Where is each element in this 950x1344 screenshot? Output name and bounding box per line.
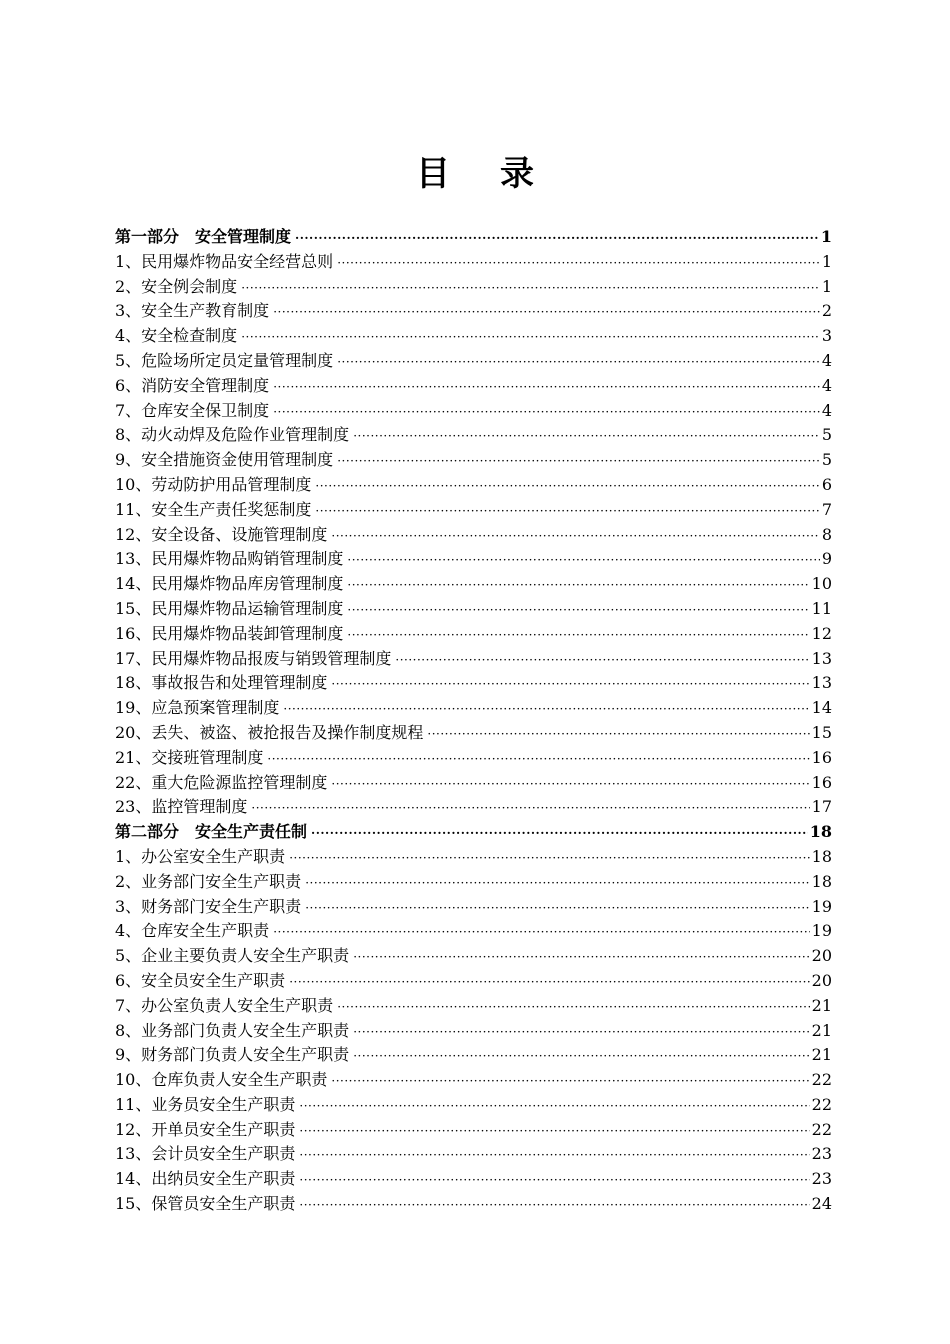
toc-entry[interactable] [115, 1167, 832, 1192]
toc-entry-label: 9、财务部门负责人安全生产职责 [115, 1045, 350, 1065]
toc-dot-leader [289, 970, 809, 995]
toc-entry[interactable] [115, 870, 832, 895]
toc-dot-leader [273, 920, 809, 945]
toc-entry-label: 22、重大危险源监控管理制度 [115, 772, 328, 792]
toc-page-number: 21 [811, 1045, 832, 1065]
toc-page-number: 21 [811, 1020, 832, 1040]
toc-dot-leader [267, 747, 809, 772]
toc-dot-leader [395, 648, 809, 673]
toc-entry-label: 2、安全例会制度 [115, 276, 238, 296]
toc-dot-leader [347, 573, 809, 598]
toc-dot-leader [353, 1044, 809, 1069]
toc-page-number: 9 [821, 549, 832, 569]
toc-dot-leader [315, 499, 819, 524]
page-title [0, 152, 950, 196]
toc-entry-label: 6、消防安全管理制度 [115, 375, 270, 395]
toc-entry[interactable] [115, 498, 832, 523]
toc-entry-label: 3、财务部门安全生产职责 [115, 896, 302, 916]
toc-entry-label: 8、业务部门负责人安全生产职责 [115, 1020, 350, 1040]
toc-entry[interactable] [115, 1093, 832, 1118]
toc-dot-leader [251, 796, 809, 821]
toc-entry[interactable] [115, 423, 832, 448]
toc-entry[interactable] [115, 622, 832, 647]
toc-entry[interactable] [115, 771, 832, 796]
toc-entry-label: 17、民用爆炸物品报废与销毁管理制度 [115, 648, 392, 668]
toc-entry[interactable] [115, 572, 832, 597]
toc-page-number: 17 [811, 797, 832, 817]
toc-entry[interactable] [115, 275, 832, 300]
toc-page-number: 18 [811, 846, 832, 866]
toc-entry-label: 11、业务员安全生产职责 [115, 1094, 296, 1114]
toc-dot-leader [353, 424, 820, 449]
toc-entry-label: 11、安全生产责任奖惩制度 [115, 499, 312, 519]
toc-entry-label: 1、办公室安全生产职责 [115, 846, 286, 866]
toc-entry[interactable] [115, 349, 832, 374]
toc-dot-leader [299, 1119, 809, 1144]
toc-page-number: 16 [811, 747, 832, 767]
title-char-2: 录 [500, 154, 534, 194]
toc-entry[interactable] [115, 1068, 832, 1093]
toc-page-number: 5 [821, 425, 832, 445]
toc-page-number: 4 [821, 400, 832, 420]
toc-entry[interactable] [115, 721, 832, 746]
toc-dot-leader [347, 623, 809, 648]
toc-dot-leader [273, 300, 820, 325]
toc-entry-label: 7、办公室负责人安全生产职责 [115, 995, 334, 1015]
toc-page-number: 22 [811, 1094, 832, 1114]
toc-dot-leader [299, 1094, 809, 1119]
toc-page-number: 4 [821, 350, 832, 370]
toc-page-number: 11 [811, 598, 832, 618]
toc-dot-leader [273, 400, 820, 425]
toc-section-heading[interactable] [115, 225, 832, 250]
toc-entry[interactable] [115, 523, 832, 548]
toc-entry-label: 8、动火动焊及危险作业管理制度 [115, 425, 350, 445]
toc-entry-label: 15、民用爆炸物品运输管理制度 [115, 598, 344, 618]
toc-page-number: 1 [821, 251, 832, 271]
toc-entry-label: 10、仓库负责人安全生产职责 [115, 1070, 328, 1090]
toc-entry[interactable] [115, 448, 832, 473]
toc-dot-leader [241, 276, 820, 301]
toc-entry-label: 1、民用爆炸物品安全经营总则 [115, 251, 334, 271]
toc-page-number: 22 [811, 1070, 832, 1090]
toc-dot-leader [295, 226, 819, 251]
toc-page-number: 7 [821, 499, 832, 519]
toc-page-number: 3 [821, 326, 832, 346]
toc-dot-leader [331, 672, 809, 697]
toc-entry-label: 15、保管员安全生产职责 [115, 1194, 296, 1214]
toc-page-number: 6 [821, 474, 832, 494]
toc-page-number: 10 [811, 574, 832, 594]
toc-entry-label: 18、事故报告和处理管理制度 [115, 673, 328, 693]
toc-entry[interactable] [115, 374, 832, 399]
toc-dot-leader [337, 449, 820, 474]
toc-entry-label: 12、开单员安全生产职责 [115, 1119, 296, 1139]
toc-page-number: 5 [821, 450, 832, 470]
toc-dot-leader [331, 1069, 809, 1094]
toc-page-number: 14 [811, 698, 832, 718]
toc-dot-leader [337, 995, 809, 1020]
toc-page-number: 1 [821, 276, 832, 296]
toc-entry[interactable] [115, 994, 832, 1019]
toc-page-number: 13 [811, 673, 832, 693]
toc-dot-leader [305, 896, 809, 921]
toc-entry-label: 6、安全员安全生产职责 [115, 970, 286, 990]
toc-page-number: 2 [821, 301, 832, 321]
toc-entry-label: 第二部分 安全生产责任制 [115, 822, 308, 842]
toc-page-number: 16 [811, 772, 832, 792]
toc-page-number: 20 [811, 946, 832, 966]
toc-entry[interactable] [115, 746, 832, 771]
toc-entry[interactable] [115, 473, 832, 498]
toc-entry-label: 21、交接班管理制度 [115, 747, 264, 767]
toc-dot-leader [289, 846, 809, 871]
toc-page-number: 12 [811, 623, 832, 643]
toc-entry[interactable] [115, 1019, 832, 1044]
toc-dot-leader [241, 325, 820, 350]
toc-dot-leader [337, 350, 820, 375]
toc-entry-label: 13、会计员安全生产职责 [115, 1144, 296, 1164]
toc-page-number: 18 [811, 871, 832, 891]
toc-page-number: 21 [811, 995, 832, 1015]
toc-entry-label: 19、应急预案管理制度 [115, 698, 280, 718]
toc-entry[interactable] [115, 299, 832, 324]
toc-entry[interactable] [115, 671, 832, 696]
toc-entry[interactable] [115, 1142, 832, 1167]
toc-dot-leader [305, 871, 809, 896]
toc-dot-leader [347, 548, 819, 573]
toc-entry[interactable] [115, 845, 832, 870]
toc-dot-leader [273, 375, 820, 400]
toc-dot-leader [299, 1193, 809, 1218]
toc-dot-leader [315, 474, 819, 499]
toc-page-number: 23 [811, 1144, 832, 1164]
toc-dot-leader [347, 598, 809, 623]
toc-entry-label: 23、监控管理制度 [115, 797, 248, 817]
table-of-contents [115, 225, 832, 1217]
toc-entry-label: 14、民用爆炸物品库房管理制度 [115, 574, 344, 594]
toc-entry[interactable] [115, 895, 832, 920]
toc-entry[interactable] [115, 795, 832, 820]
toc-entry[interactable] [115, 647, 832, 672]
toc-entry-label: 2、业务部门安全生产职责 [115, 871, 302, 891]
toc-section-heading[interactable] [115, 820, 832, 845]
toc-page-number: 23 [811, 1169, 832, 1189]
toc-page-number: 1 [820, 227, 832, 246]
toc-entry-label: 5、企业主要负责人安全生产职责 [115, 946, 350, 966]
toc-dot-leader [353, 945, 809, 970]
toc-entry[interactable] [115, 1118, 832, 1143]
toc-page-number: 19 [811, 896, 832, 916]
toc-entry[interactable] [115, 250, 832, 275]
toc-dot-leader [337, 251, 820, 276]
toc-entry[interactable] [115, 696, 832, 721]
toc-dot-leader [331, 772, 809, 797]
toc-entry-label: 16、民用爆炸物品装卸管理制度 [115, 623, 344, 643]
toc-page-number: 8 [821, 524, 832, 544]
toc-entry[interactable] [115, 597, 832, 622]
toc-entry[interactable] [115, 969, 832, 994]
toc-entry-label: 20、丢失、被盗、被抢报告及操作制度规程 [115, 722, 424, 742]
toc-entry-label: 12、安全设备、设施管理制度 [115, 524, 328, 544]
toc-dot-leader [427, 722, 809, 747]
toc-entry[interactable] [115, 547, 832, 572]
toc-entry-label: 7、仓库安全保卫制度 [115, 400, 270, 420]
toc-page-number: 15 [811, 722, 832, 742]
toc-entry[interactable] [115, 944, 832, 969]
toc-entry-label: 第一部分 安全管理制度 [115, 227, 292, 246]
toc-page-number: 4 [821, 375, 832, 395]
toc-dot-leader [299, 1143, 809, 1168]
toc-page-number: 13 [811, 648, 832, 668]
toc-entry-label: 9、安全措施资金使用管理制度 [115, 450, 334, 470]
toc-entry[interactable] [115, 919, 832, 944]
toc-dot-leader [283, 697, 809, 722]
toc-page-number: 22 [811, 1119, 832, 1139]
toc-dot-leader [331, 524, 819, 549]
toc-page-number: 20 [811, 970, 832, 990]
toc-page-number: 24 [811, 1194, 832, 1214]
toc-dot-leader [299, 1168, 809, 1193]
toc-entry[interactable] [115, 324, 832, 349]
toc-entry-label: 10、劳动防护用品管理制度 [115, 474, 312, 494]
title-char-1: 目 [416, 154, 450, 194]
toc-entry-label: 5、危险场所定员定量管理制度 [115, 350, 334, 370]
toc-entry-label: 14、出纳员安全生产职责 [115, 1169, 296, 1189]
toc-page-number: 18 [809, 822, 832, 842]
toc-entry-label: 4、仓库安全生产职责 [115, 921, 270, 941]
toc-entry-label: 13、民用爆炸物品购销管理制度 [115, 549, 344, 569]
toc-page-number: 19 [811, 921, 832, 941]
toc-entry-label: 4、安全检查制度 [115, 326, 238, 346]
toc-dot-leader [353, 1020, 809, 1045]
toc-entry[interactable] [115, 1192, 832, 1217]
toc-entry-label: 3、安全生产教育制度 [115, 301, 270, 321]
toc-entry[interactable] [115, 1043, 832, 1068]
toc-dot-leader [311, 821, 808, 846]
toc-entry[interactable] [115, 399, 832, 424]
